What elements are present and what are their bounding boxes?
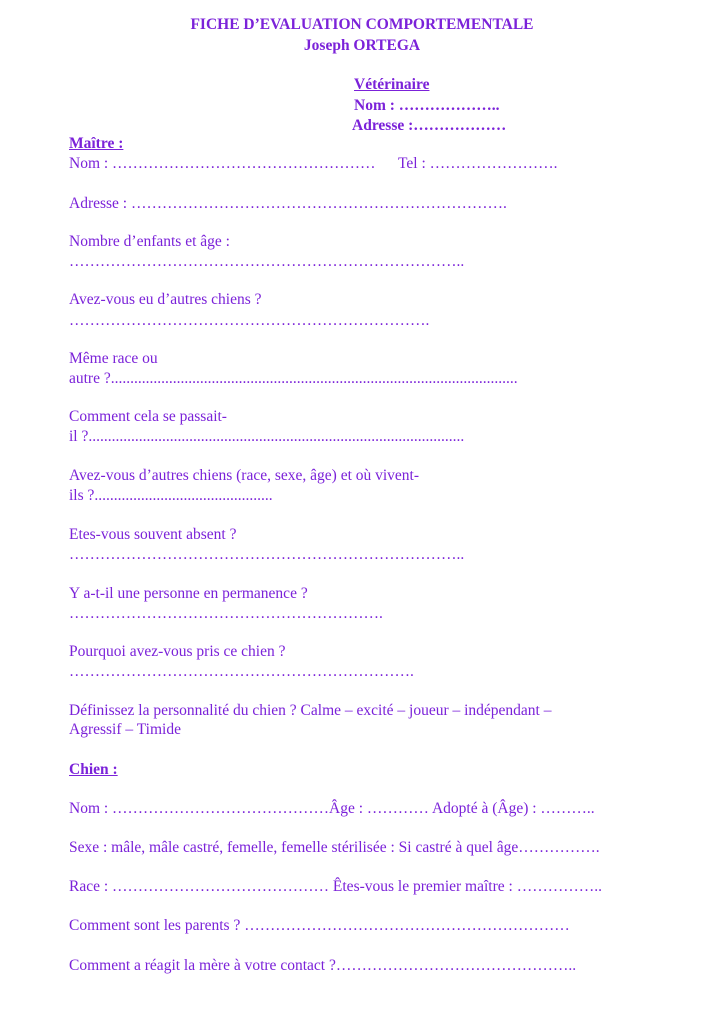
dog-name-age-line: Nom : ……………………………………Âge : ………… Adopté à (Âge) : ………..: [69, 800, 595, 817]
absent-answer-line: …………………………………………………………………..: [69, 546, 465, 563]
how-it-went-answer-line: il ?.................................................................................................: [69, 428, 465, 445]
dog-breed-line: Race : …………………………………… Êtes-vous le premier maître : ……………..: [69, 878, 602, 895]
dog-parents-line: Comment sont les parents ? ………………………………………………………: [69, 917, 570, 934]
owner-address-field: Adresse : ……………………………………………………………….: [69, 195, 507, 212]
vet-heading: Vétérinaire: [354, 76, 430, 93]
how-it-went-question: Comment cela se passait-: [69, 408, 227, 425]
owner-phone-field: Tel : …………………….: [398, 155, 558, 172]
owner-heading: Maître :: [69, 135, 124, 152]
personality-options: Agressif – Timide: [69, 721, 181, 738]
dog-heading: Chien :: [69, 761, 118, 778]
permanent-person-question: Y a-t-il une personne en permanence ?: [69, 585, 308, 602]
current-dogs-question: Avez-vous d’autres chiens (race, sexe, âge) et où vivent-: [69, 467, 420, 484]
why-this-dog-answer-line: ………………………………………………………….: [69, 663, 414, 680]
current-dogs-answer-line: ils ?..............................................: [69, 487, 273, 504]
vet-address-field: Adresse :………………: [352, 117, 507, 134]
children-question: Nombre d’enfants et âge :: [69, 233, 230, 250]
permanent-person-answer-line: …………………………………………………….: [69, 605, 383, 622]
dog-sex-line: Sexe : mâle, mâle castré, femelle, femelle stérilisée : Si castré à quel âge…………….: [69, 839, 600, 856]
absent-question: Etes-vous souvent absent ?: [69, 526, 237, 543]
dog-mother-reaction-line: Comment a réagit la mère à votre contact ?………………………………………..: [69, 957, 577, 974]
same-breed-answer-line: autre ?.........................................................................................................: [69, 370, 518, 387]
document-title: FICHE D’EVALUATION COMPORTEMENTALE: [190, 16, 534, 33]
owner-name-field: Nom : ……………………………………………: [69, 155, 376, 172]
personality-question: Définissez la personnalité du chien ? Calme – excité – joueur – indépendant –: [69, 702, 552, 719]
document-author: Joseph ORTEGA: [303, 37, 421, 54]
vet-name-field: Nom : ………………..: [354, 97, 500, 114]
children-answer-line: …………………………………………………………………..: [69, 253, 465, 270]
why-this-dog-question: Pourquoi avez-vous pris ce chien ?: [69, 643, 286, 660]
other-dogs-question: Avez-vous eu d’autres chiens ?: [69, 291, 262, 308]
same-breed-question: Même race ou: [69, 350, 158, 367]
other-dogs-answer-line: …………………………………………………………….: [69, 312, 430, 329]
